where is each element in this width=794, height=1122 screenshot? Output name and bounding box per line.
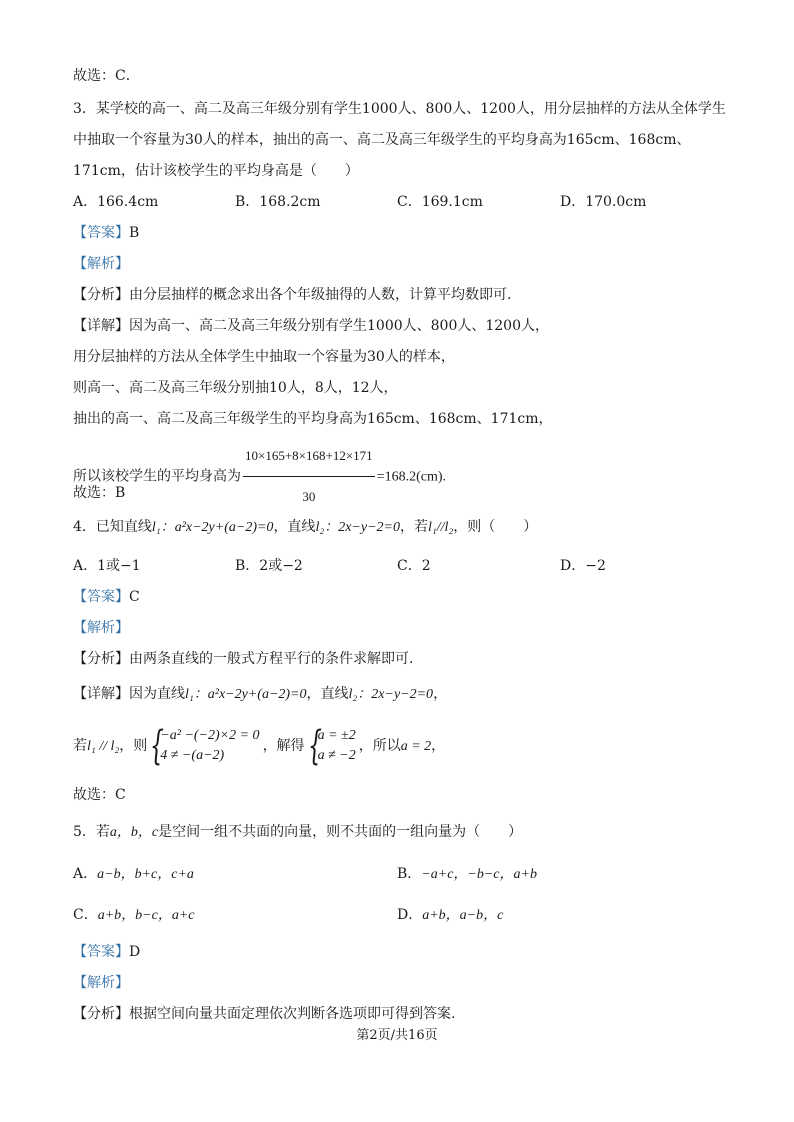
q4-detail-l2: l₂：: [348, 687, 372, 702]
q5-fenxi-line: [73, 1004, 455, 1024]
q5-answer: D: [129, 944, 141, 960]
fenxi-tag: 【分析】: [73, 651, 129, 667]
analysis-tag: 【解析】: [73, 256, 129, 272]
option-vectors: −a+c，−b−c，a+b: [421, 867, 537, 882]
q3-fenxi-text: 由分层抽样的概念求出各个年级抽得的人数，计算平均数即可.: [129, 287, 512, 303]
q3-analysis-tag: [73, 254, 129, 274]
option-label: D．: [397, 907, 423, 923]
option-vectors: a+b，a−b，c: [422, 908, 504, 923]
q4-detail-end: ，: [433, 686, 448, 702]
q4-detail-eq2: 2x−y−2=0: [371, 687, 434, 702]
q5-option-b: [397, 864, 537, 885]
q4-detail-eq1: a²x−2y+(a−2)=0: [207, 687, 307, 702]
q3-detail-text-5: 所以该校学生的平均身高为: [73, 468, 241, 485]
option-vectors: a+b，b−c，a+c: [97, 908, 195, 923]
q4-answer: C: [129, 589, 140, 605]
q5-option-d: [397, 905, 503, 926]
q5-option-a: [73, 864, 194, 885]
q4-stem-mid: ，直线: [273, 519, 316, 535]
q4-detail-line-2: [73, 724, 445, 769]
q3-stem-line-2: 中抽取一个容量为30人的样本，抽出的高一、高二及高三年级学生的平均身高为165cm、168cm、: [73, 132, 691, 148]
q4-line-l2: l₂：: [315, 520, 339, 535]
q4-system-1: [150, 723, 260, 769]
q3-stem-line-3: 171cm，估计该校学生的平均身高是（ ）: [73, 163, 359, 179]
q4-option-c: C．2: [397, 558, 431, 574]
system-row: a ≠ −2: [317, 748, 356, 763]
q4-option-d: D．−2: [560, 558, 606, 574]
system-row: 4 ≠ −(a−2): [160, 748, 225, 763]
fenxi-tag: 【分析】: [73, 1006, 129, 1022]
q3-answer: B: [129, 225, 140, 241]
q5-stem: [73, 822, 522, 843]
q5-answer-line: [73, 942, 140, 962]
q5-stem-vectors: a，b，c: [109, 825, 159, 840]
q4-detail2-parallel: l₁ // l₂: [87, 739, 120, 754]
q4-option-a: A．1或−1: [73, 558, 141, 574]
q3-detail-line-1: [73, 316, 549, 336]
q4-analysis-tag: [73, 618, 129, 638]
q4-stem-pre: 4．已知直线: [73, 519, 152, 535]
q4-stem-tail: ，若: [399, 519, 428, 535]
answer-tag: 【答案】: [73, 225, 129, 241]
q3-stem-line-1: 3．某学校的高一、高二及高三年级分别有学生1000人、800人、1200人，用分层抽样的方法从全体学生: [73, 101, 726, 117]
q4-line-l1: l₁：: [151, 520, 175, 535]
q4-detail-mid: ，直线: [306, 686, 349, 702]
option-label: A．: [73, 866, 98, 882]
left-brace-icon: {: [150, 723, 165, 769]
q3-detail-text-1: 因为高一、高二及高三年级分别有学生1000人、800人、1200人，: [129, 318, 549, 334]
q3-detail-line-4: 抽出的高一、高二及高三年级学生的平均身高为165cm、168cm、171cm，: [73, 411, 553, 427]
q3-option-b: B．168.2cm: [235, 194, 321, 210]
q3-detail-line-5: [73, 436, 446, 517]
detail-tag: 【详解】: [73, 318, 129, 334]
q4-answer-line: [73, 587, 140, 607]
q4-detail2-then: ，则: [119, 738, 148, 754]
analysis-tag: 【解析】: [73, 975, 129, 991]
q4-system-2: [307, 723, 356, 769]
q4-detail-pre: 因为直线: [129, 686, 185, 702]
q4-equation-1: a²x−2y+(a−2)=0: [174, 520, 274, 535]
answer-tag: 【答案】: [73, 944, 129, 960]
q4-fenxi-line: [73, 649, 413, 669]
prev-answer-line: 故选：C．: [73, 68, 140, 84]
q4-detail2-pre: 若: [73, 738, 87, 754]
q5-fenxi-text: 根据空间向量共面定理依次判断各选项即可得到答案.: [129, 1006, 456, 1022]
q3-option-d: D．170.0cm: [560, 194, 647, 210]
q5-stem-post: 是空间一组不共面的向量，则不共面的一组向量为（ ）: [158, 824, 523, 840]
fenxi-tag: 【分析】: [73, 287, 129, 303]
q3-option-a: A．166.4cm: [73, 194, 159, 210]
q4-stem-end: ，则（ ）: [453, 519, 538, 535]
option-vectors: a−b，b+c，c+a: [97, 867, 194, 882]
q4-equation-2: 2x−y−2=0: [338, 520, 400, 535]
q5-stem-pre: 5．若: [73, 824, 110, 840]
system-row: a = ±2: [317, 728, 356, 743]
left-brace-icon: {: [307, 723, 322, 769]
option-label: C．: [73, 907, 98, 923]
system-row: −a² −(−2)×2 = 0: [160, 728, 260, 743]
q3-fenxi-line: [73, 285, 511, 305]
page-footer: 第2页/共16页: [356, 1028, 438, 1043]
q3-option-c: C．169.1cm: [397, 194, 483, 210]
q4-detail2-solve: ，解得: [262, 738, 305, 754]
q3-result: 故选：B: [73, 485, 126, 501]
q5-option-c: [73, 905, 195, 926]
fraction-numerator: 10×165+8×168+12×171: [243, 436, 375, 477]
q3-answer-line: [73, 223, 139, 243]
q4-detail-line-1: [73, 684, 447, 705]
q3-detail-result: =168.2(cm).: [376, 469, 446, 485]
answer-tag: 【答案】: [73, 589, 129, 605]
q4-detail2-so: ，所以: [358, 738, 401, 754]
q4-fenxi-text: 由两条直线的一般式方程平行的条件求解即可.: [129, 651, 414, 667]
q4-detail-l1: l₁：: [185, 687, 208, 702]
q3-fraction: [243, 436, 375, 517]
q4-option-b: B．2或−2: [235, 558, 303, 574]
q5-analysis-tag: [73, 973, 129, 993]
q3-detail-line-2: 用分层抽样的方法从全体学生中抽取一个容量为30人的样本，: [73, 349, 455, 365]
fraction-denominator: 30: [302, 489, 316, 504]
q4-parallel: l₁//l₂: [427, 520, 454, 535]
detail-tag: 【详解】: [73, 686, 129, 702]
q4-detail2-result: a = 2: [400, 739, 432, 754]
q4-result: 故选：C: [73, 787, 126, 803]
q3-detail-line-3: 则高一、高二及高三年级分别抽10人，8人，12人，: [73, 380, 398, 396]
q4-stem: [73, 517, 537, 538]
option-label: B．: [397, 866, 422, 882]
analysis-tag: 【解析】: [73, 620, 129, 636]
q4-detail2-end: ，: [431, 738, 446, 754]
